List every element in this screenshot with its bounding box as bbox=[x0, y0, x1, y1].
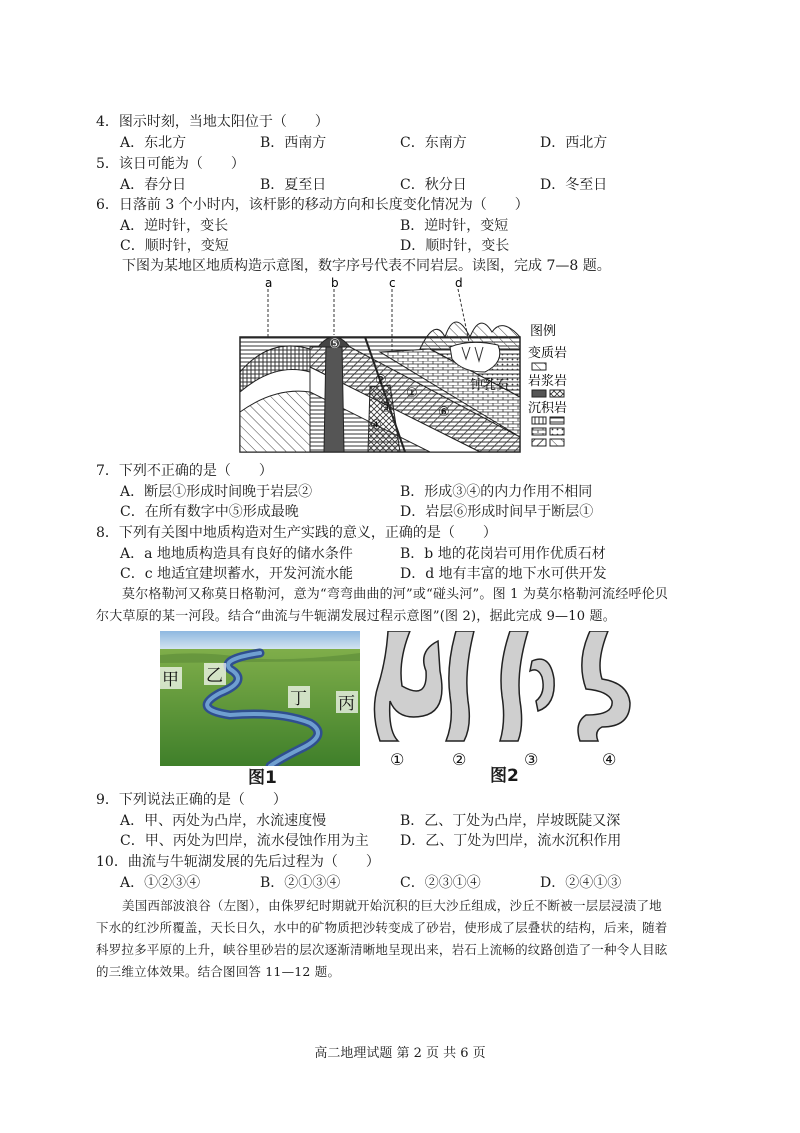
q7-option-b[interactable]: B．形成③④的内力作用不相同 bbox=[400, 484, 593, 500]
legend-swatch-sed-4 bbox=[550, 428, 564, 435]
geo-label-3: ③ bbox=[380, 401, 392, 416]
intro-9-10-line-2: 尔大草原的某一河段。结合“曲流与牛轭湖发展过程示意图”(图 2)，据此完成 9—10 题。 bbox=[96, 609, 616, 624]
intro-11-12-line-2: 下水的红沙所覆盖，天长日久，水中的矿物质把沙转变成了砂岩，使形成了层叠状的结构，后来，随着 bbox=[96, 920, 668, 935]
q6-option-b[interactable]: B．逆时针，变短 bbox=[400, 218, 509, 234]
q5-option-d[interactable]: D．冬至日 bbox=[540, 177, 608, 193]
fig2-label-3: ③ bbox=[524, 750, 539, 769]
fig1-label-jia: 甲 bbox=[162, 670, 179, 690]
geo-label-a: a bbox=[265, 277, 273, 290]
intro-7-8: 下图为某地区地质构造示意图，数字序号代表不同岩层。读图，完成 7—8 题。 bbox=[122, 258, 611, 274]
legend-swatch-sed-5 bbox=[532, 439, 546, 446]
q6-option-d[interactable]: D．顺时针，变长 bbox=[400, 238, 510, 254]
legend-magmatic: 岩浆岩 bbox=[528, 374, 568, 389]
geo-label-c: c bbox=[389, 277, 396, 290]
geo-label-4: ④ bbox=[370, 418, 382, 433]
q4-stem: 4．图示时刻，当地太阳位于（ ） bbox=[96, 114, 329, 130]
legend-swatch-sed-3 bbox=[532, 428, 546, 435]
geo-label-b: b bbox=[331, 277, 339, 290]
figure-1-caption: 图1 bbox=[248, 768, 277, 788]
legend-metamorphic: 变质岩 bbox=[528, 346, 568, 361]
legend-swatch-sed-2 bbox=[550, 417, 564, 424]
q8-option-a[interactable]: A．a 地地质构造具有良好的储水条件 bbox=[120, 546, 353, 562]
intro-11-12-line-1: 美国西部波浪谷（左图），由侏罗纪时期就开始沉积的巨大沙丘组成，沙丘不断被一层层浸渍了地 bbox=[122, 898, 662, 913]
legend-sedimentary: 沉积岩 bbox=[528, 401, 568, 416]
q5-option-a[interactable]: A．春分日 bbox=[120, 177, 187, 193]
geo-label-d: d bbox=[455, 277, 463, 290]
page-footer: 高二地理试题 第 2 页 共 6 页 bbox=[314, 1046, 486, 1061]
q7-option-d[interactable]: D．岩层⑥形成时间早于断层① bbox=[400, 504, 594, 520]
q6-option-c[interactable]: C．顺时针，变短 bbox=[120, 238, 229, 254]
geo-label-2: ② bbox=[375, 373, 387, 388]
geology-diagram bbox=[230, 277, 610, 457]
q7-option-c[interactable]: C．在所有数字中⑤形成最晚 bbox=[120, 504, 299, 520]
geo-label-1: ① bbox=[406, 386, 418, 401]
figure-1-river-photo bbox=[160, 631, 360, 766]
q10-stem: 10．曲流与牛轭湖发展的先后过程为（ ） bbox=[96, 854, 380, 870]
q6-option-a[interactable]: A．逆时针，变长 bbox=[120, 218, 229, 234]
legend-title: 图例 bbox=[530, 324, 557, 339]
legend-swatch-mag-2 bbox=[550, 390, 564, 397]
q5-option-c[interactable]: C．秋分日 bbox=[400, 177, 467, 193]
q6-stem: 6．日落前 3 个小时内，该杆影的移动方向和长度变化情况为（ ） bbox=[96, 197, 529, 213]
q10-option-c[interactable]: C．②③①④ bbox=[400, 875, 481, 891]
q5-option-b[interactable]: B．夏至日 bbox=[260, 177, 327, 193]
q4-option-b[interactable]: B．西南方 bbox=[260, 135, 327, 151]
legend-swatch-mag-1 bbox=[532, 390, 546, 397]
fig1-label-ding: 丁 bbox=[290, 689, 307, 709]
fig2-label-4: ④ bbox=[602, 750, 617, 769]
q7-option-a[interactable]: A．断层①形成时间晚于岩层② bbox=[120, 484, 313, 500]
stalactite-label: 钟乳石 bbox=[470, 378, 510, 393]
q4-option-c[interactable]: C．东南方 bbox=[400, 135, 467, 151]
legend-swatch-sed-1 bbox=[532, 417, 546, 424]
q4-option-a[interactable]: A．东北方 bbox=[120, 135, 187, 151]
figure-2-meander-diagram bbox=[368, 631, 648, 781]
geo-label-5: ⑤ bbox=[329, 337, 341, 352]
fig2-label-1: ① bbox=[390, 750, 405, 769]
q9-option-d[interactable]: D．乙、丁处为凹岸，流水沉积作用 bbox=[400, 833, 622, 849]
intro-9-10-line-1: 莫尔格勒河又称莫日格勒河，意为“弯弯曲曲的河”或“碰头河”。图 1 为莫尔格勒河流经呼伦贝 bbox=[122, 587, 669, 602]
q5-stem: 5．该日可能为（ ） bbox=[96, 156, 245, 172]
q9-option-b[interactable]: B．乙、丁处为凸岸，岸坡既陡又深 bbox=[400, 813, 621, 829]
fig2-label-2: ② bbox=[452, 750, 467, 769]
legend-swatch-meta bbox=[532, 363, 546, 370]
fig1-label-bing: 丙 bbox=[338, 694, 355, 714]
q10-option-b[interactable]: B．②①③④ bbox=[260, 875, 341, 891]
geo-label-6: ⑥ bbox=[438, 405, 450, 420]
q4-option-d[interactable]: D．西北方 bbox=[540, 135, 608, 151]
figure-2-caption: 图2 bbox=[490, 766, 519, 786]
legend-swatch-sed-6 bbox=[550, 439, 564, 446]
q10-option-a[interactable]: A．①②③④ bbox=[120, 875, 201, 891]
q9-option-c[interactable]: C．甲、丙处为凹岸，流水侵蚀作用为主 bbox=[120, 833, 369, 849]
fig1-label-yi: 乙 bbox=[206, 666, 223, 686]
q8-option-d[interactable]: D．d 地有丰富的地下水可供开发 bbox=[400, 566, 607, 582]
q8-option-b[interactable]: B．b 地的花岗岩可用作优质石材 bbox=[400, 546, 606, 562]
intro-11-12-line-3: 科罗拉多平原的上升，峡谷里砂岩的层次逐渐清晰地呈现出来，岩石上流畅的纹路创造了一种令人目眩 bbox=[96, 942, 668, 957]
intro-11-12-line-4: 的三维立体效果。结合图回答 11—12 题。 bbox=[96, 964, 341, 979]
q9-option-a[interactable]: A．甲、丙处为凸岸，水流速度慢 bbox=[120, 813, 327, 829]
q7-stem: 7．下列不正确的是（ ） bbox=[96, 463, 273, 479]
q8-option-c[interactable]: C．c 地适宜建坝蓄水，开发河流水能 bbox=[120, 566, 354, 582]
q10-option-d[interactable]: D．②④①③ bbox=[540, 875, 622, 891]
q9-stem: 9．下列说法正确的是（ ） bbox=[96, 792, 287, 808]
q8-stem: 8．下列有关图中地质构造对生产实践的意义，正确的是（ ） bbox=[96, 525, 497, 541]
